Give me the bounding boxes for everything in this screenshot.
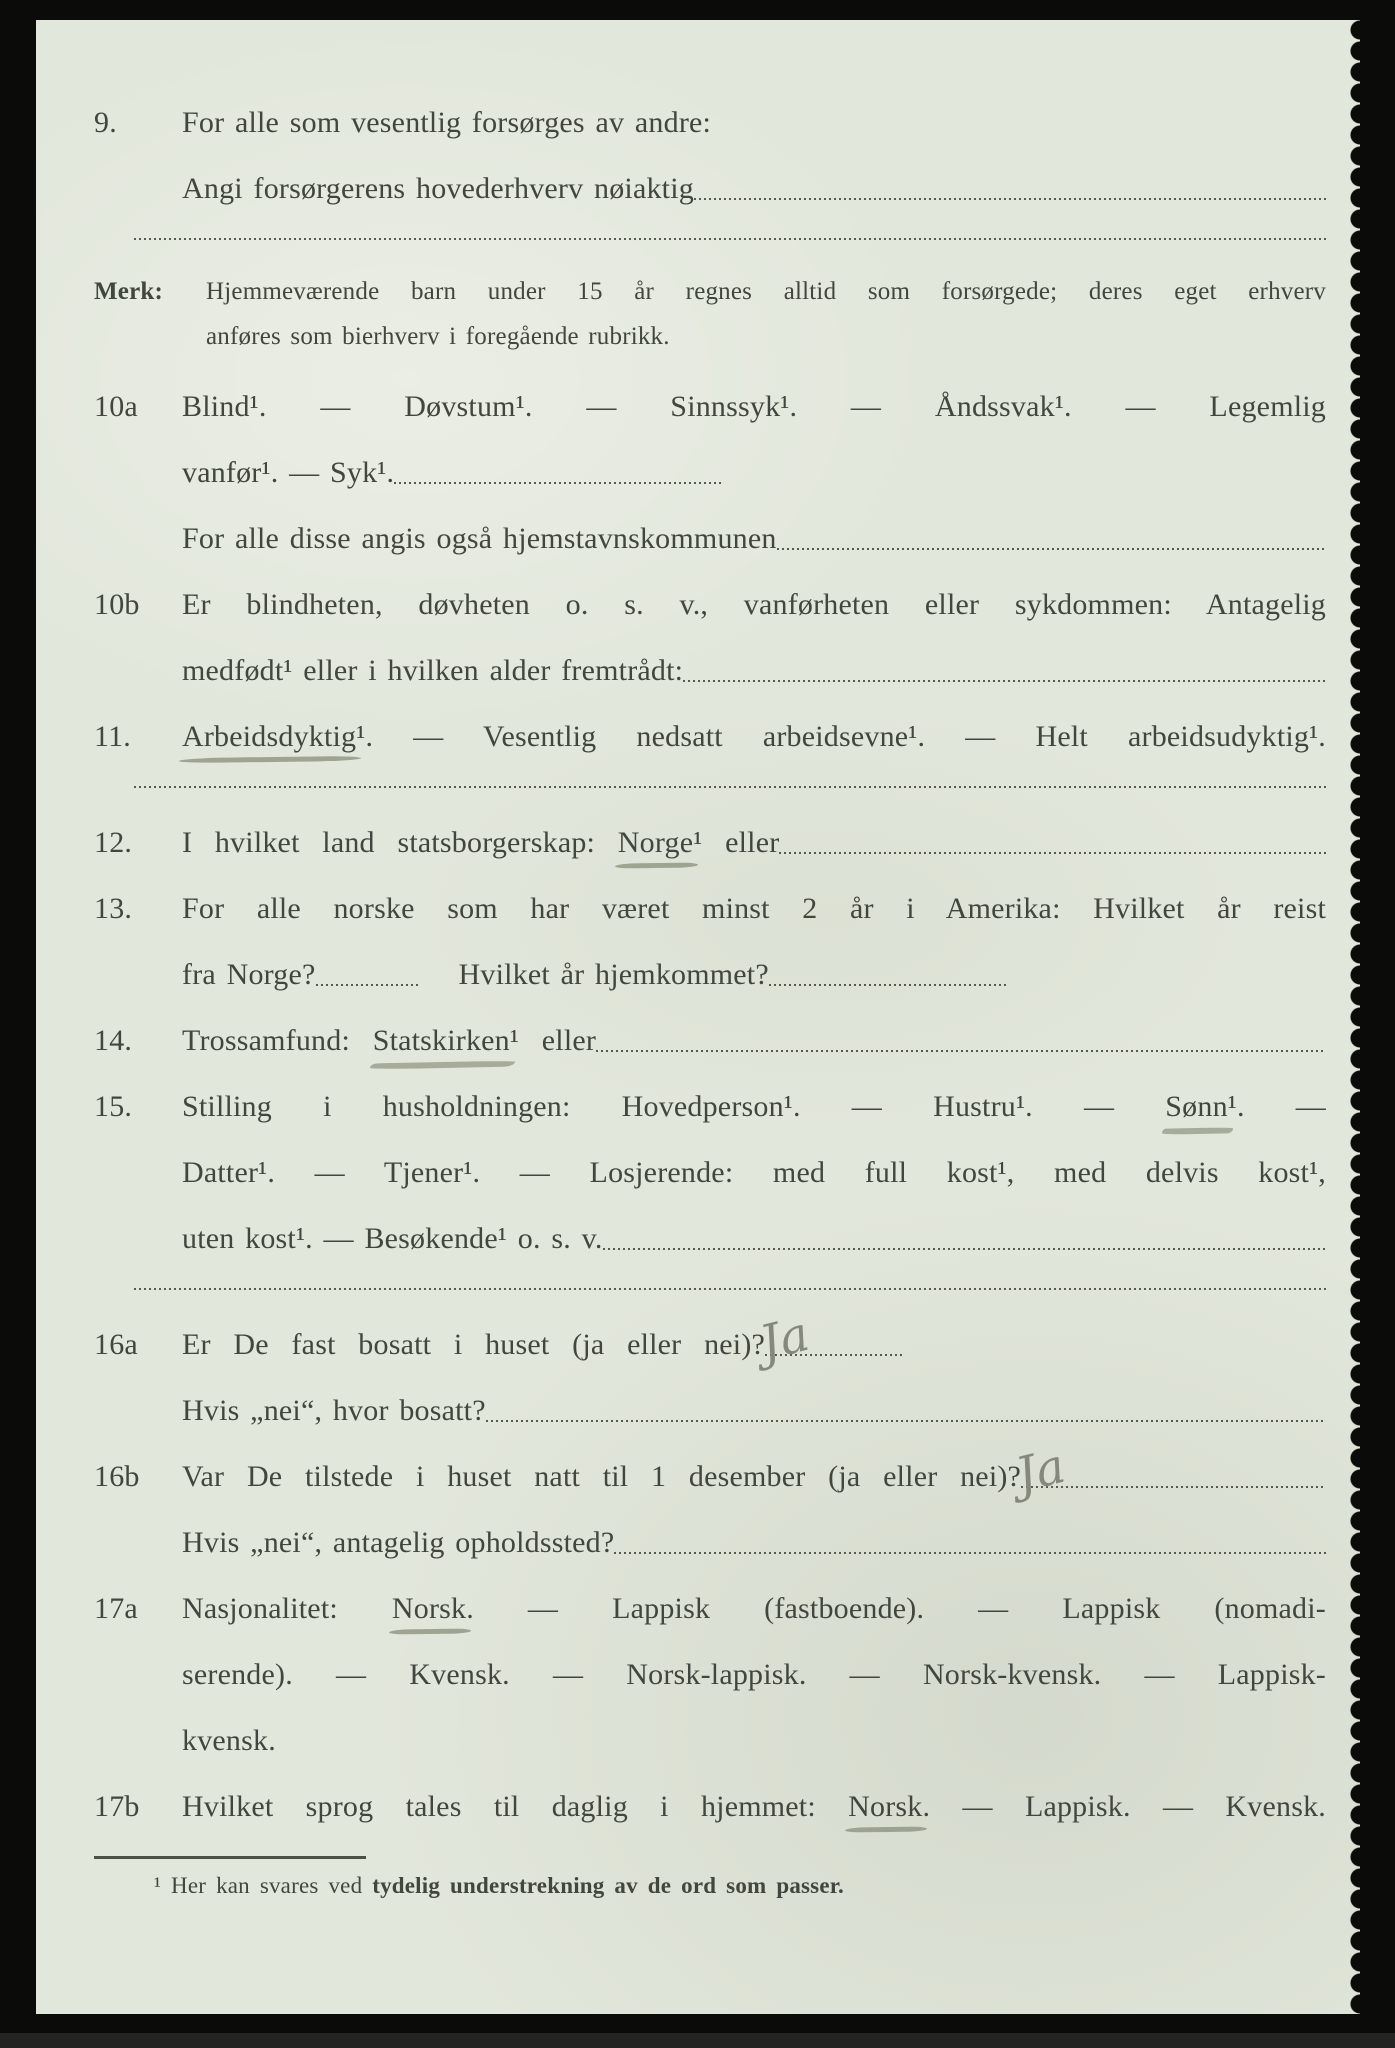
form-line-text [182, 1790, 1326, 1823]
printed-text: Er De fast bosatt i huset (ja eller nei)? [182, 1328, 766, 1361]
printed-text: Hvis „nei“, antagelig opholdssted? [182, 1526, 615, 1559]
question-number: 12. [94, 826, 133, 859]
question-number: 17b [94, 1790, 140, 1823]
printed-text: uten kost¹. — Besøkende¹ o. s. v. [182, 1222, 603, 1255]
form-line [94, 1222, 1326, 1255]
form-line-text [182, 1658, 1326, 1691]
form-line [94, 720, 1326, 753]
printed-text: Angi forsørgerens hovederhverv nøiaktig [182, 172, 694, 205]
form-line [94, 172, 1326, 205]
printed-text: kvensk. [182, 1724, 276, 1757]
form-line [94, 1305, 1326, 1372]
printed-text: Hvilket sprog tales til daglig i hjemmet: [182, 1790, 849, 1823]
printed-text: medfødt¹ eller i hvilken alder fremtrådt: [182, 654, 684, 687]
dotted-answer-line [1010, 1437, 1326, 1504]
printed-text: ¹ eller [693, 826, 780, 859]
question-number: 15. [94, 1090, 133, 1123]
printed-text: Stilling i husholdningen: Hovedperson¹. — Hustru¹. — [182, 1090, 1166, 1123]
form-line [94, 1658, 1326, 1691]
form-line-text [182, 654, 1326, 687]
form-line [94, 1592, 1326, 1625]
question-number: 9. [94, 106, 117, 139]
printed-text: Datter¹. — Tjener¹. — Losjerende: med full kost¹, med delvis kost¹, [182, 1156, 1326, 1189]
question-number: 17a [94, 1592, 138, 1625]
form-line-text [182, 826, 1326, 859]
scan-bottom-strip [0, 2033, 1395, 2048]
pencil-underlined-word: Norsk [848, 1790, 923, 1823]
form-line [94, 1724, 1326, 1757]
form-line [94, 826, 1326, 859]
form-line [94, 278, 1326, 311]
form-line [94, 522, 1326, 555]
dotted-rule [134, 786, 1326, 788]
question-number: 14. [94, 1024, 133, 1057]
printed-text: serende). — Kvensk. — Norsk-lappisk. — Norsk-kvensk. — Lappisk- [182, 1658, 1326, 1691]
handwritten-answer: Ja [754, 1305, 815, 1372]
dotted-answer-line [754, 1305, 905, 1372]
question-number: 11. [94, 720, 131, 753]
form-line-text [182, 1437, 1326, 1504]
form-line-text [182, 892, 1326, 925]
dotted-rule [134, 1288, 1326, 1290]
question-number: 16b [94, 1460, 140, 1493]
question-number: 10b [94, 588, 140, 621]
form-line [94, 1526, 1326, 1559]
printed-text: . — Lappisk (fastboende). — Lappisk (nomadi- [466, 1592, 1326, 1625]
form-line-text [182, 1724, 1326, 1757]
printed-text: Er blindheten, døvheten o. s. v., vanførheten eller sykdommen: Antagelig [182, 588, 1326, 621]
dotted-answer-line [614, 1552, 1326, 1554]
form-line-text [206, 323, 1326, 351]
question-number: 10a [94, 390, 138, 423]
dotted-answer-line [779, 852, 1326, 854]
pencil-underlined-word: Norsk [391, 1592, 467, 1625]
printed-text: ¹. — Vesentlig nedsatt arbeidsevne¹. — Helt arbeidsudyktig¹. [356, 720, 1326, 753]
form-line-text [182, 172, 1326, 205]
form-line [94, 1437, 1326, 1504]
dotted-answer-line [316, 984, 421, 986]
printed-text: For alle norske som har været minst 2 år i Amerika: Hvilket år reist [182, 892, 1326, 925]
printed-text: Nasjonalitet: [182, 1592, 392, 1625]
form-line-text [182, 1526, 1326, 1559]
form-line [94, 892, 1326, 925]
form-line [94, 1394, 1326, 1427]
printed-text: Hvilket år hjemkommet? [458, 958, 769, 991]
dotted-answer-line [777, 548, 1326, 550]
question-number: Merk: [94, 278, 164, 305]
form-line-text [154, 1873, 1326, 1899]
form-line-text [182, 588, 1326, 621]
question-number: 16a [94, 1328, 138, 1361]
printed-text: For alle disse angis også hjemstavnskommunen [182, 522, 777, 555]
dotted-answer-line [694, 198, 1326, 200]
question-number: 13. [94, 892, 133, 925]
printed-text: I hvilket land statsborgerskap: [182, 826, 618, 859]
form-line [94, 588, 1326, 621]
form-line-text [182, 1222, 1326, 1255]
printed-text: ¹. — [1227, 1090, 1327, 1123]
dotted-rule [134, 238, 1326, 240]
form-line-text [182, 456, 1326, 489]
dotted-answer-line [603, 1248, 1326, 1250]
dotted-answer-line [394, 482, 724, 484]
form-line-text [182, 1090, 1326, 1123]
pencil-underlined-word: Norge [617, 826, 694, 859]
form-line-text [182, 1305, 1326, 1372]
pencil-underlined-word: Statskirken [372, 1024, 510, 1057]
printed-text: Hvis „nei“, hvor bosatt? [182, 1394, 486, 1427]
printed-text: Hjemmeværende barn under 15 år regnes alltid som forsørgede; deres eget erhverv [206, 278, 1326, 305]
printed-text: Trossamfund: [182, 1024, 373, 1057]
pencil-underlined-word: Sønn [1165, 1090, 1228, 1123]
dotted-answer-line [683, 680, 1326, 682]
printed-text: fra Norge? [182, 958, 316, 991]
printed-text: ¹ eller [509, 1024, 597, 1057]
form-line [94, 390, 1326, 423]
form-line [94, 1790, 1326, 1823]
dotted-answer-line [596, 1050, 1326, 1052]
handwritten-answer: Ja [1010, 1437, 1071, 1504]
printed-text: vanfør¹. — Syk¹. [182, 456, 395, 489]
printed-text: For alle som vesentlig forsørges av andre: [182, 106, 712, 139]
dotted-answer-line [486, 1420, 1326, 1422]
form-content [94, 106, 1326, 1906]
dotted-answer-line [769, 984, 1007, 986]
form-line [94, 1156, 1326, 1189]
printed-text: . — Lappisk. — Kvensk. [922, 1790, 1326, 1823]
form-line-text [182, 958, 1326, 991]
form-line [94, 456, 1326, 489]
perforated-edge [1338, 20, 1360, 2014]
printed-text: ¹ Her kan svares ved [154, 1873, 373, 1898]
printed-text: tydelig understrekning av de ord som passer. [372, 1873, 844, 1898]
form-line-text [182, 720, 1326, 753]
form-line-text [182, 522, 1326, 555]
printed-text: anføres som bierhverv i foregående rubrikk. [206, 323, 670, 350]
pencil-underlined-word: Arbeidsdyktig [182, 720, 357, 753]
form-line-text [182, 1592, 1326, 1625]
form-line-text [206, 278, 1326, 306]
form-line [94, 1090, 1326, 1123]
form-line [94, 106, 1326, 139]
form-line [94, 958, 1326, 991]
form-line [94, 1024, 1326, 1057]
printed-text: Blind¹. — Døvstum¹. — Sinnssyk¹. — Åndssvak¹. — Legemlig [182, 390, 1326, 423]
footnote-separator [94, 1856, 366, 1859]
census-form-page [36, 20, 1360, 2014]
form-line-text [182, 106, 1326, 139]
form-line-text [182, 1394, 1326, 1427]
form-line [94, 654, 1326, 687]
form-line-text [182, 390, 1326, 423]
form-line [154, 1873, 1326, 1906]
form-line [94, 323, 1326, 356]
printed-text: Var De tilstede i huset natt til 1 desember (ja eller nei)? [182, 1460, 1022, 1493]
form-line-text [182, 1024, 1326, 1057]
form-line-text [182, 1156, 1326, 1189]
